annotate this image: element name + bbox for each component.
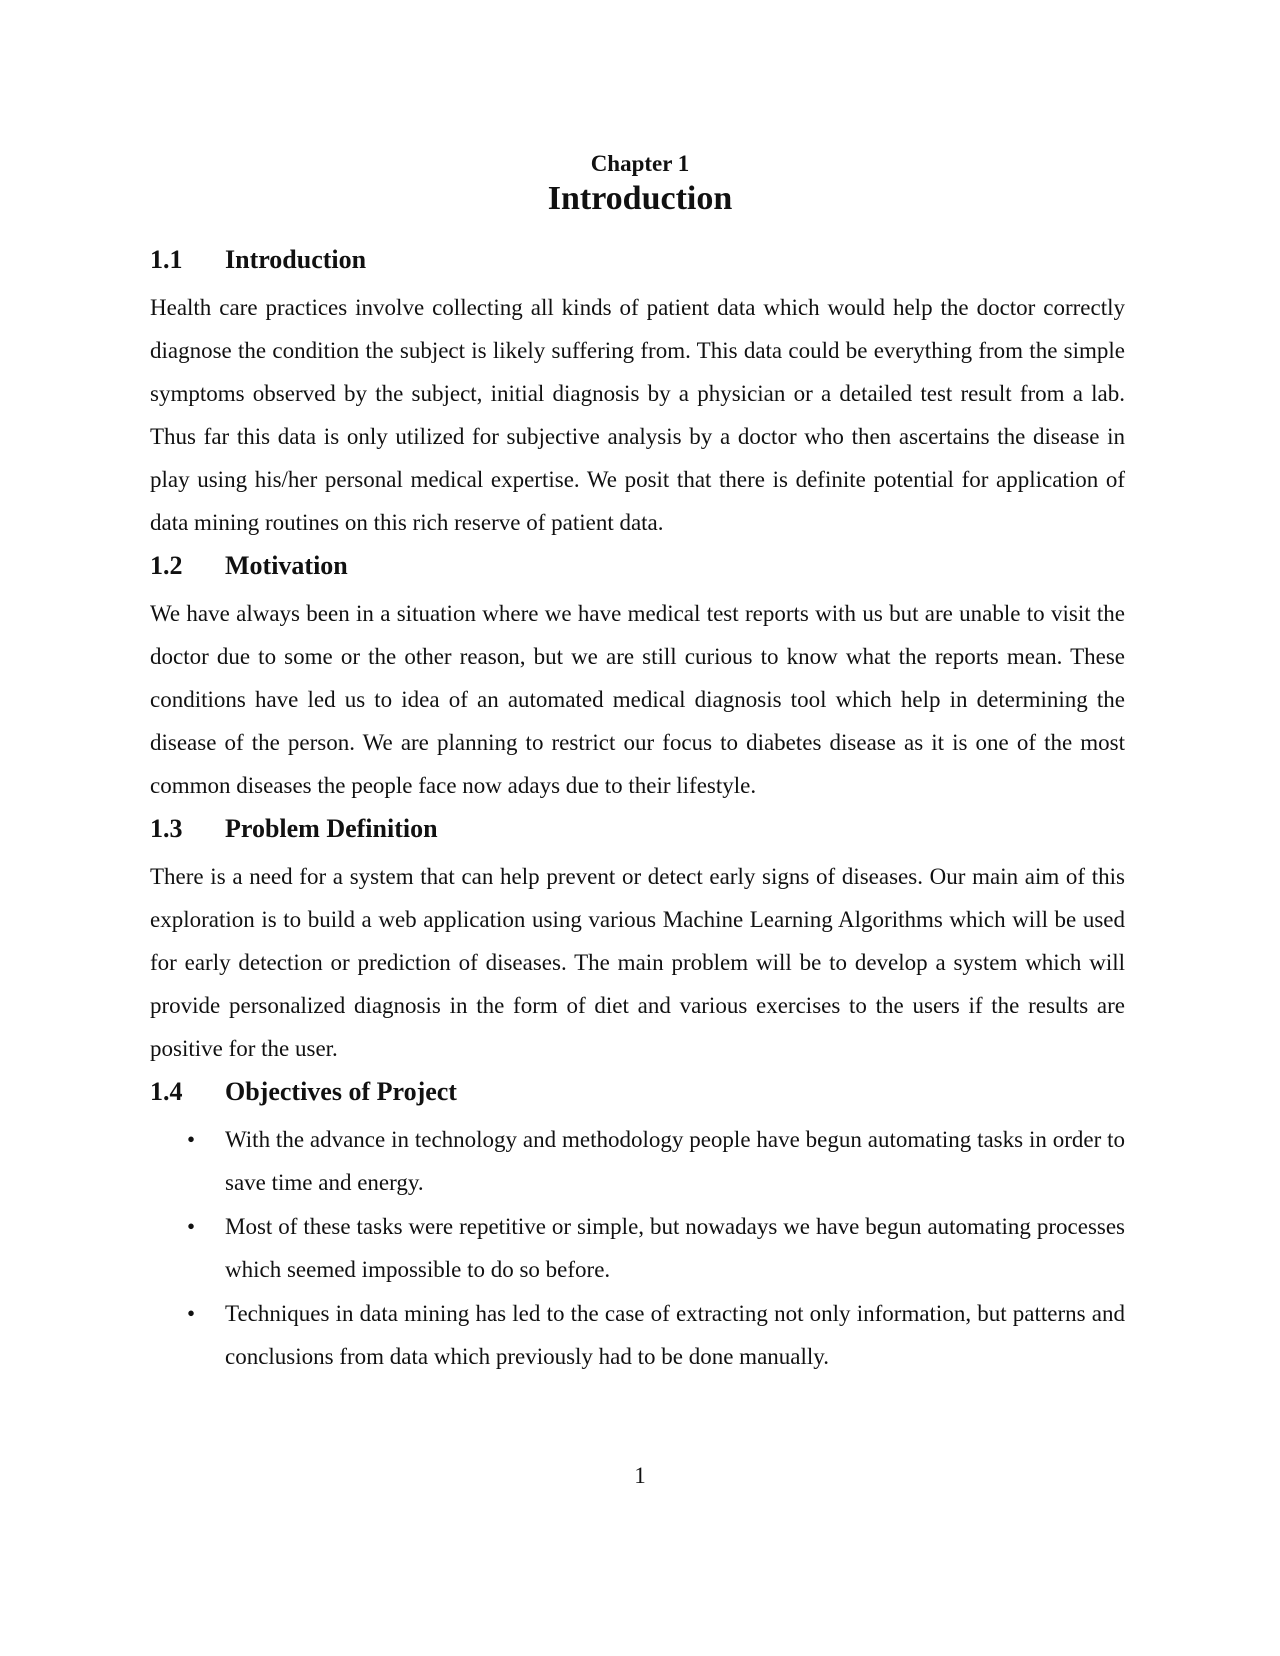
section-heading	[150, 550, 1125, 582]
chapter-label: Chapter 1	[590, 151, 690, 176]
bullet-icon: •	[187, 1214, 196, 1239]
objectives-list	[150, 1118, 1125, 1378]
section-paragraph: There is a need for a system that can help prevent or detect early signs of diseases. Our main aim of this exploration is to build a web application using various Machine Learning Algorithms which will be used for early detection or prediction of diseases. The main problem will be to develop a system which will provide personalized diagnosis in the form of diet and various exercises to the users if the results are positive for the user.	[150, 864, 1125, 1061]
section-heading	[150, 1076, 1125, 1108]
section-problem-definition	[150, 813, 1125, 1070]
section-heading	[150, 244, 1125, 276]
list-item-text: Most of these tasks were repetitive or simple, but nowadays we have begun automating processes which seemed impossible to do so before.	[225, 1214, 1125, 1282]
section-title: Motivation	[225, 551, 348, 580]
section-paragraph: Health care practices involve collecting all kinds of patient data which would help the doctor correctly diagnose the condition the subject is likely suffering from. This data could be everything from the simple symptoms observed by the subject, initial diagnosis by a physician or a detailed test result from a lab. Thus far this data is only utilized for subjective analysis by a doctor who then ascertains the disease in play using his/her personal medical expertise. We posit that there is definite potential for application of data mining routines on this rich reserve of patient data.	[150, 295, 1125, 535]
page-number: 1	[634, 1463, 646, 1488]
section-motivation	[150, 550, 1125, 807]
section-objectives	[150, 1076, 1125, 1378]
list-item	[150, 1205, 1125, 1291]
section-heading	[150, 813, 1125, 845]
chapter-content	[150, 244, 1125, 1379]
section-number: 1.2	[150, 551, 183, 580]
section-number: 1.3	[150, 814, 183, 843]
list-item	[150, 1292, 1125, 1378]
section-title: Introduction	[225, 245, 367, 274]
section-title: Objectives of Project	[225, 1077, 457, 1106]
section-number: 1.4	[150, 1077, 183, 1106]
chapter-title: Introduction	[547, 180, 733, 217]
section-paragraph: We have always been in a situation where we have medical test reports with us but are unable to visit the doctor due to some or the other reason, but we are still curious to know what the reports mean. These conditions have led us to idea of an automated medical diagnosis tool which help in determining the disease of the person. We are planning to restrict our focus to diabetes disease as it is one of the most common diseases the people face now adays due to their lifestyle.	[150, 601, 1125, 798]
section-introduction	[150, 244, 1125, 544]
section-title: Problem Definition	[225, 814, 438, 843]
bullet-icon: •	[187, 1127, 196, 1152]
list-item	[150, 1118, 1125, 1204]
section-number: 1.1	[150, 245, 183, 274]
list-item-text: With the advance in technology and methodology people have begun automating tasks in order to save time and energy.	[225, 1127, 1125, 1195]
list-item-text: Techniques in data mining has led to the case of extracting not only information, but patterns and conclusions from data which previously had to be done manually.	[225, 1301, 1125, 1369]
bullet-icon: •	[187, 1301, 196, 1326]
